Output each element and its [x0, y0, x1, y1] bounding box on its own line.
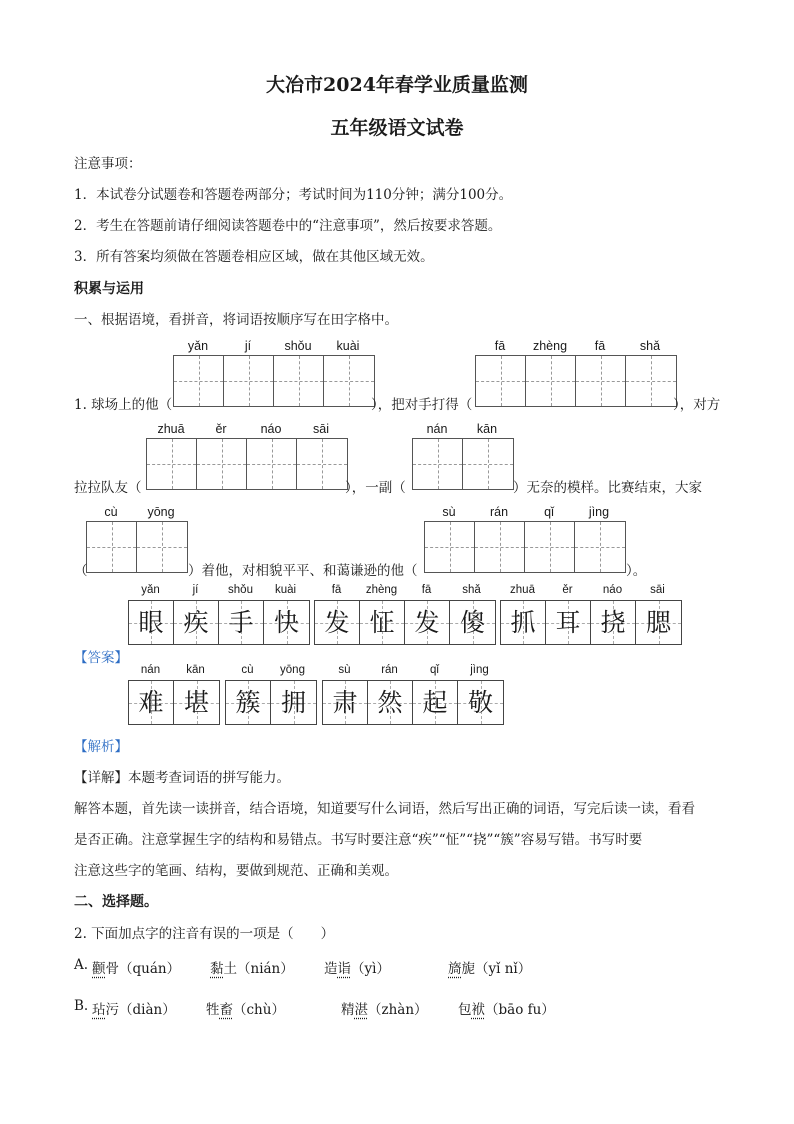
answer-box-5[interactable]: [86, 521, 188, 573]
answer-grid-3: [500, 600, 682, 645]
pinyin-row-3: [146, 422, 346, 436]
answer-char: 腮: [636, 601, 681, 644]
section-heading-1: 积累与运用: [74, 281, 144, 297]
pinyin-label: shǎ: [639, 339, 661, 353]
pinyin-label: yǎn: [141, 584, 160, 596]
option-b-item-1: 玷污（diàn）: [92, 1002, 176, 1018]
tianzige-cell[interactable]: [324, 356, 374, 406]
q1-line1-end: ），对方: [673, 397, 721, 413]
answer-char: 怔: [360, 601, 405, 644]
answer-char: 簇: [226, 681, 271, 724]
tianzige-cell[interactable]: [297, 439, 347, 489]
question-2: 2. 下面加点字的注音有误的一项是（ ）: [74, 926, 335, 942]
option-a-item-4: 旖旎（yǐ nǐ）: [448, 961, 532, 977]
pinyin-row-1: [173, 339, 373, 353]
analysis-paragraph-line-3: 注意这些字的笔画、结构，要做到规范、正确和美观。: [74, 863, 398, 879]
answer-box-2[interactable]: [475, 355, 677, 407]
pinyin-label: sāi: [313, 422, 329, 436]
answer-box-6[interactable]: [424, 521, 626, 573]
pinyin-label: ěr: [562, 584, 573, 596]
pinyin-label: kān: [186, 664, 205, 676]
option-a-item-1: 颧骨（quán）: [92, 961, 181, 977]
answer-char: 起: [413, 681, 458, 724]
answer-char: 挠: [591, 601, 636, 644]
pinyin-label: jí: [244, 339, 252, 353]
answer-char: 堪: [174, 681, 219, 724]
answer-char: 难: [129, 681, 174, 724]
answer-pinyin-3: [500, 584, 680, 596]
answer-label: 【答案】: [74, 650, 128, 666]
answer-char: 肃: [323, 681, 368, 724]
option-a-item-3: 造诣（yì）: [324, 961, 390, 977]
tianzige-cell[interactable]: [87, 522, 137, 572]
tianzige-cell[interactable]: [224, 356, 274, 406]
q1-line2-start: 拉拉队友（: [74, 480, 142, 496]
pinyin-label: qǐ: [430, 664, 439, 676]
answer-pinyin-5: [225, 664, 315, 676]
q1-line2-end: ）无奈的模样。比赛结束，大家: [513, 480, 702, 496]
pinyin-label: nán: [140, 664, 161, 676]
answer-pinyin-2: [314, 584, 494, 596]
dotted-char: 黏: [210, 961, 224, 977]
tianzige-cell[interactable]: [525, 522, 575, 572]
answer-box-3[interactable]: [146, 438, 348, 490]
pinyin-label: qǐ: [544, 505, 554, 519]
tianzige-cell[interactable]: [475, 522, 525, 572]
answer-box-1[interactable]: [173, 355, 375, 407]
option-a-prefix: A.: [74, 957, 89, 973]
pinyin-label: yǎn: [187, 339, 209, 353]
answer-grid-1: [128, 600, 310, 645]
analysis-paragraph-line-2: 是否正确。注意掌握生字的结构和易错点。书写时要注意“疾”“怔”“挠”“簇”容易写错。书写时要: [74, 832, 643, 848]
note-item-1: 1．本试卷分试题卷和答题卷两部分；考试时间为110分钟；满分100分。: [74, 187, 513, 203]
pinyin-label: kān: [476, 422, 498, 436]
pinyin-label: sāi: [650, 584, 665, 596]
dotted-char: 颧: [92, 961, 106, 977]
answer-char: 敬: [458, 681, 503, 724]
tianzige-cell[interactable]: [413, 439, 463, 489]
tianzige-cell[interactable]: [247, 439, 297, 489]
tianzige-cell[interactable]: [174, 356, 224, 406]
answer-char: 拥: [271, 681, 316, 724]
pinyin-label: rán: [381, 664, 398, 676]
analysis-paragraph-line-1: 解答本题，首先读一读拼音，结合语境，知道要写什么词语，然后写出正确的词语，写完后读一读，看看: [74, 801, 695, 817]
pinyin-label: shǎ: [462, 584, 481, 596]
answer-grid-5: [225, 680, 317, 725]
dotted-char: 湛: [354, 1002, 368, 1018]
pinyin-label: yōng: [280, 664, 305, 676]
tianzige-cell[interactable]: [576, 356, 626, 406]
dotted-char: 旖: [448, 961, 462, 977]
tianzige-cell[interactable]: [526, 356, 576, 406]
answer-char: 疾: [174, 601, 219, 644]
option-b-item-3: 精湛（zhàn）: [341, 1002, 428, 1018]
tianzige-cell[interactable]: [137, 522, 187, 572]
pinyin-label: zhèng: [365, 584, 398, 596]
notes-heading: 注意事项：: [74, 156, 142, 172]
answer-grid-4: [128, 680, 220, 725]
answer-grid-6: [322, 680, 504, 725]
answer-pinyin-4: [128, 664, 218, 676]
option-b-prefix: B.: [74, 998, 89, 1014]
pinyin-label: sù: [442, 505, 456, 519]
pinyin-label: yōng: [147, 505, 175, 519]
answer-char: 手: [219, 601, 264, 644]
answer-char: 发: [315, 601, 360, 644]
pinyin-label: jí: [192, 584, 199, 596]
analysis-detail: 【详解】本题考查词语的拼写能力。: [74, 770, 290, 786]
section-heading-2: 二、选择题。: [74, 894, 158, 910]
pinyin-label: ěr: [215, 422, 227, 436]
tianzige-cell[interactable]: [147, 439, 197, 489]
tianzige-cell[interactable]: [425, 522, 475, 572]
note-item-3: 3．所有答案均须做在答题卷相应区域，做在其他区域无效。: [74, 249, 434, 265]
answer-box-4[interactable]: [412, 438, 514, 490]
answer-char: 然: [368, 681, 413, 724]
pinyin-row-5: [86, 505, 186, 519]
answer-char: 抓: [501, 601, 546, 644]
pinyin-label: cù: [241, 664, 254, 676]
note-item-2: 2．考生在答题前请仔细阅读答题卷中的“注意事项”，然后按要求答题。: [74, 218, 502, 234]
pinyin-label: fā: [494, 339, 506, 353]
q1-line3-start: （: [74, 563, 88, 579]
tianzige-cell[interactable]: [197, 439, 247, 489]
answer-pinyin-6: [322, 664, 502, 676]
analysis-label: 【解析】: [74, 739, 128, 755]
pinyin-label: rán: [489, 505, 509, 519]
dotted-char: 畜: [219, 1002, 233, 1018]
pinyin-label: jìng: [470, 664, 489, 676]
q1-line2-mid: ），一副（: [345, 480, 406, 496]
dotted-char: 袱: [471, 1002, 485, 1018]
pinyin-label: nán: [426, 422, 448, 436]
pinyin-row-2: [475, 339, 675, 353]
pinyin-label: náo: [260, 422, 282, 436]
option-b-item-2: 牲畜（chù）: [206, 1002, 285, 1018]
q1-line1-mid: ），把对手打得（: [371, 397, 473, 413]
tianzige-cell[interactable]: [575, 522, 625, 572]
pinyin-label: jìng: [588, 505, 610, 519]
answer-char: 发: [405, 601, 450, 644]
dotted-char: 玷: [92, 1002, 106, 1018]
pinyin-label: shǒu: [284, 339, 312, 353]
answer-char: 眼: [129, 601, 174, 644]
answer-pinyin-1: [128, 584, 308, 596]
pinyin-label: zhuā: [157, 422, 185, 436]
section1-instruction: 一、根据语境，看拼音，将词语按顺序写在田字格中。: [74, 312, 398, 328]
q1-line3-mid: ）着他，对相貌平平、和蔼谦逊的他（: [188, 563, 418, 579]
tianzige-cell[interactable]: [476, 356, 526, 406]
answer-grid-2: [314, 600, 496, 645]
pinyin-label: cù: [104, 505, 118, 519]
pinyin-label: kuài: [274, 584, 297, 596]
answer-char: 耳: [546, 601, 591, 644]
pinyin-label: zhuā: [510, 584, 535, 596]
pinyin-label: zhèng: [532, 339, 568, 353]
q1-line1-start: 1. 球场上的他（: [74, 397, 173, 413]
pinyin-label: kuài: [336, 339, 360, 353]
pinyin-row-4: [412, 422, 512, 436]
exam-subtitle: 五年级语文试卷: [330, 117, 464, 139]
pinyin-label: fā: [594, 339, 606, 353]
answer-char: 快: [264, 601, 309, 644]
exam-title: 大冶市2024年春学业质量监测: [266, 74, 528, 96]
answer-char: 傻: [450, 601, 495, 644]
tianzige-cell[interactable]: [463, 439, 513, 489]
q1-line3-end: ）。: [626, 563, 647, 579]
pinyin-label: fā: [331, 584, 342, 596]
pinyin-label: shǒu: [228, 584, 253, 596]
dotted-char: 诣: [337, 961, 351, 977]
pinyin-row-6: [424, 505, 624, 519]
tianzige-cell[interactable]: [626, 356, 676, 406]
pinyin-label: fā: [421, 584, 432, 596]
pinyin-label: náo: [602, 584, 623, 596]
option-a-item-2: 黏土（nián）: [210, 961, 294, 977]
pinyin-label: sù: [338, 664, 351, 676]
tianzige-cell[interactable]: [274, 356, 324, 406]
option-b-item-4: 包袱（bāo fu）: [458, 1002, 555, 1018]
